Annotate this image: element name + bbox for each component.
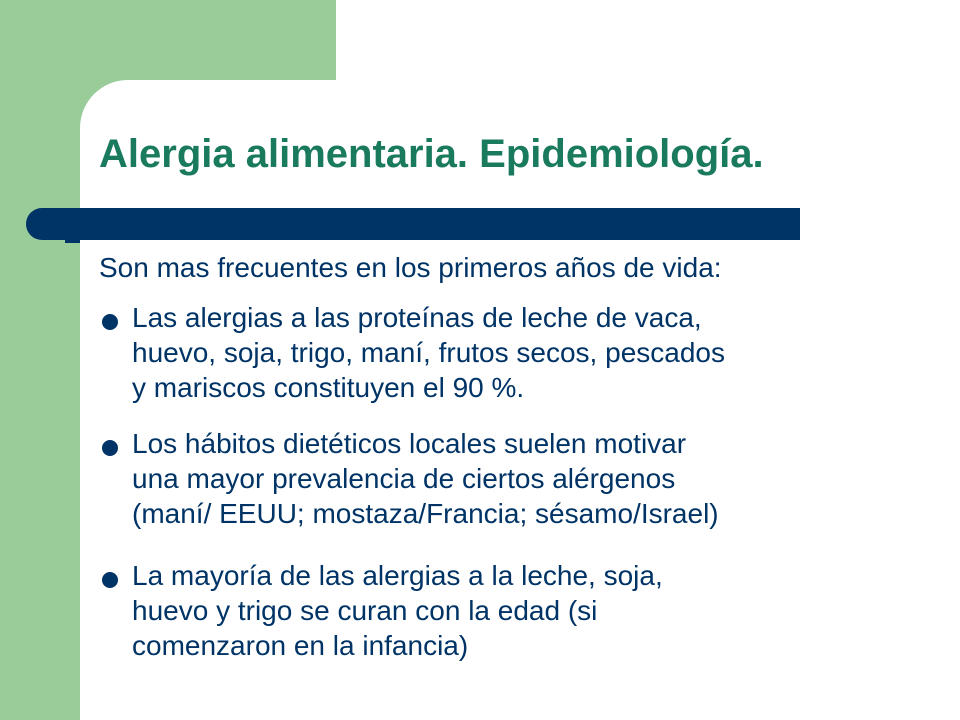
title-underline-bar	[26, 208, 800, 240]
bullet-text	[132, 300, 932, 405]
bullet-line: y mariscos constituyen el 90 %.	[132, 372, 525, 403]
bullet-dot-icon	[102, 440, 118, 456]
slide-title: Alergia alimentaria. Epidemiología.	[99, 132, 764, 176]
bullet-line: Los hábitos dietéticos locales suelen motivar	[132, 428, 687, 459]
bullet-dot-icon	[102, 314, 118, 330]
bullet-line: (maní/ EEUU; mostaza/Francia; sésamo/Israel)	[132, 498, 719, 529]
bullet-text	[132, 426, 932, 531]
bullet-line: huevo y trigo se curan con la edad (si	[132, 595, 598, 626]
bullet-line: una mayor prevalencia de ciertos alérgenos	[132, 463, 676, 494]
bullet-text	[132, 558, 932, 663]
bullet-line: Las alergias a las proteínas de leche de vaca,	[132, 302, 702, 333]
bullet-dot-icon	[102, 572, 118, 588]
bullet-line: comenzaron en la infancia)	[132, 630, 469, 661]
bullet-line: huevo, soja, trigo, maní, frutos secos, pescados	[132, 337, 725, 368]
bullet-line: La mayoría de las alergias a la leche, soja,	[132, 560, 663, 591]
title-underline-notch	[65, 240, 80, 243]
intro-text: Son mas frecuentes en los primeros años de vida:	[99, 252, 722, 283]
